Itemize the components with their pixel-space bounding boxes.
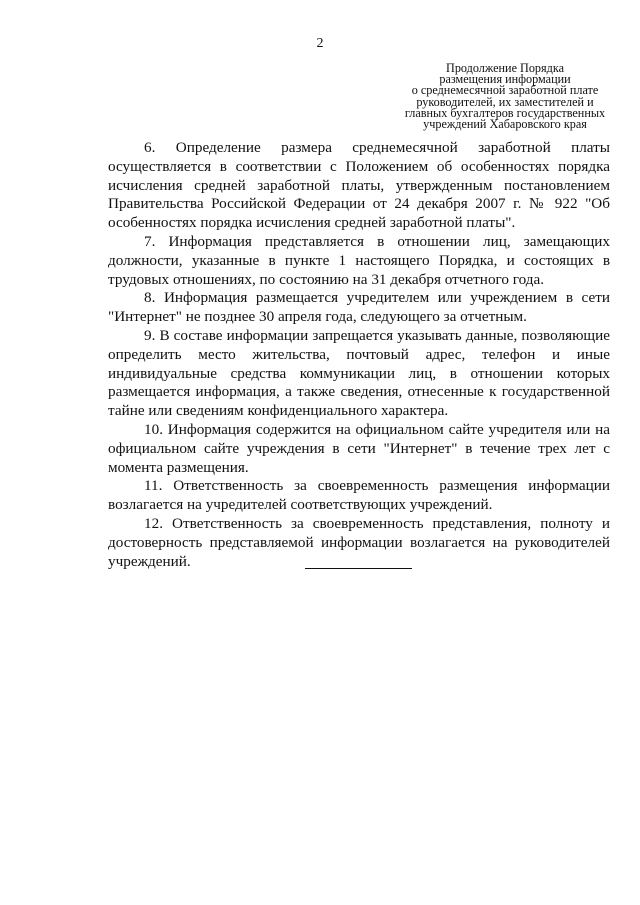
- paragraph-10: 10. Информация содержится на официальном сайте учредителя или на официальном сайте учреждения в сети "Интернет" в течение трех лет с момента размещения.: [108, 420, 610, 476]
- header-line: Продолжение Порядка: [446, 61, 564, 75]
- closing-divider-line: [305, 568, 412, 569]
- document-body: [108, 139, 610, 571]
- paragraph-8: 8. Информация размещается учредителем или учреждением в сети "Интернет" не позднее 30 апреля года, следующего за отчетным.: [108, 289, 610, 326]
- document-header-annotation: [400, 63, 610, 130]
- header-line: руководителей, их заместителей и: [416, 94, 594, 109]
- header-line: учреждений Хабаровского края: [423, 117, 587, 132]
- paragraph-6: 6. Определение размера среднемесячной заработной платы осуществляется в соответствии с Положением об особенностях порядка исчисления средней заработной платы, утвержденным постановлением Правительства Российской Федерации от 24 декабря 2007 г. № 922 "Об особенностях порядка исчисления средней заработной платы".: [108, 139, 610, 232]
- paragraph-7: 7. Информация представляется в отношении лиц, замещающих должности, указанные в пункте 1 настоящего Порядка, и состоящих в трудовых отношениях, по состоянию на 31 декабря отчетного года.: [108, 232, 610, 288]
- paragraph-9: 9. В составе информации запрещается указывать данные, позволяющие определить место жительства, почтовый адрес, телефон и иные индивидуальные средства коммуникации лиц, в отношении которых размещается информация, а также сведения, отнесенные к государственной тайне или сведениям конфиденциального характера.: [108, 326, 610, 420]
- paragraph-11: 11. Ответственность за своевременность размещения информации возлагается на учредителей соответствующих учреждений.: [108, 477, 610, 514]
- header-line: о среднемесячной заработной плате: [411, 83, 599, 98]
- page-number: 2: [316, 36, 324, 51]
- header-line: размещения информации: [439, 72, 571, 87]
- paragraph-12: 12. Ответственность за своевременность представления, полноту и достоверность представляемой информации возлагается на руководителей учреждений.: [108, 514, 610, 570]
- header-line: главных бухгалтеров государственных: [404, 105, 606, 120]
